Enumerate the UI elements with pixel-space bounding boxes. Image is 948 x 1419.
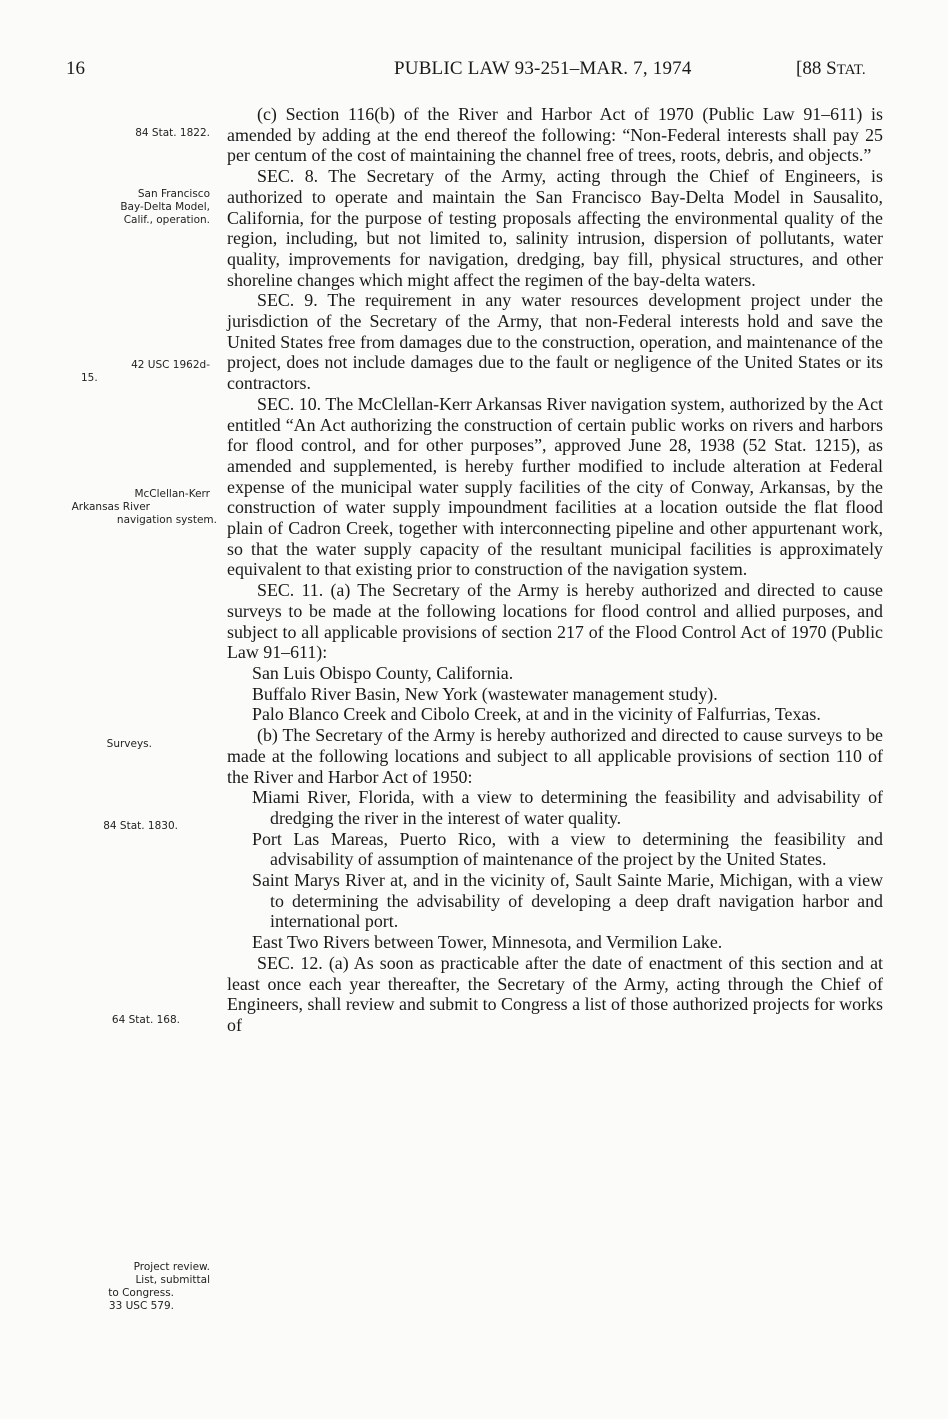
list-item-survey-location: East Two Rivers between Tower, Minnesota, and Vermilion Lake.: [252, 932, 723, 953]
page-number: 16: [66, 58, 85, 79]
margin-note-san-francisco-3: Calif., operation.: [123, 214, 210, 226]
paragraph-sec-9: SEC. 9. The requirement in any water resources development project under the jurisdiction of the Secretary of the Army, that non-Federal interests hold and save the United States free from damages due to the construction, operation, and maintenance of the project, does not include damages due to the fault or negligence of the United States or its contractors.: [227, 290, 883, 394]
list-item-survey-location: San Luis Obispo County, California.: [252, 662, 514, 683]
margin-note-project-review-4: 33 USC 579.: [108, 1300, 174, 1312]
list-item-survey-location: Saint Marys River at, and in the vicinity of, Sault Sainte Marie, Michigan, with a view to determining the advisability of developing a deep draft navigation harbor and international port.: [252, 870, 883, 932]
list-item-survey-location: Palo Blanco Creek and Cibolo Creek, at and in the vicinity of Falfurrias, Texas.: [252, 704, 821, 725]
margin-note-mcclellan-2: Arkansas River: [71, 501, 150, 513]
margin-note-42-usc-2: 15.: [81, 372, 98, 384]
paragraph-sec-8: SEC. 8. The Secretary of the Army, acting through the Chief of Engineers, is authorized to operate and maintain the San Francisco Bay-Delta Model in Sausalito, California, for the purpose of testing proposals affecting the environmental quality of the region, including, but not limited to, salinity intrusion, dispersion of pollutants, water quality, improvements for navigation, dredging, bay fill, physical structures, and other shoreline changes which might affect the regimen of the bay-delta waters.: [227, 166, 883, 290]
statute-volume-prefix: [88 S: [796, 58, 837, 79]
paragraph-sec-7c: (c) Section 116(b) of the River and Harbor Act of 1970 (Public Law 91–611) is amended by adding at the end thereof the following: “Non-Federal interests shall pay 25 per centum of the cost of maintaining the channel free of trees, roots, debris, and objects.”: [227, 104, 883, 166]
list-item-survey-location: Buffalo River Basin, New York (wastewater management study).: [252, 683, 718, 704]
margin-note-surveys: Surveys.: [106, 738, 152, 750]
margin-note-project-review-3: to Congress.: [108, 1287, 174, 1299]
running-title: PUBLIC LAW 93-251–MAR. 7, 1974: [394, 58, 692, 79]
list-item-survey-location: Port Las Mareas, Puerto Rico, with a view to determining the feasibility and advisability of assumption of maintenance of the project by the United States.: [252, 828, 883, 870]
document-body: [227, 104, 883, 1036]
paragraph-sec-11b: (b) The Secretary of the Army is hereby authorized and directed to cause surveys to be made at the following locations and subject to all applicable provisions of section 110 of the River and Harbor Act of 1950:: [227, 725, 883, 787]
paragraph-sec-11a: SEC. 11. (a) The Secretary of the Army is hereby authorized and directed to cause surveys to be made at the following locations for flood control and allied purposes, and subject to all applicable provisions of section 217 of the Flood Control Act of 1970 (Public Law 91–611):: [227, 580, 883, 663]
margin-note-42-usc-1: 42 USC 1962d-: [131, 359, 210, 371]
margin-note-64-stat-168: 64 Stat. 168.: [111, 1014, 180, 1026]
margin-note-mcclellan-3: navigation system.: [116, 514, 217, 526]
margin-note-san-francisco-1: San Francisco: [137, 188, 210, 200]
margin-note-84-stat-1822: 84 Stat. 1822.: [135, 127, 210, 139]
margin-note-project-review-1: Project review.: [133, 1261, 210, 1273]
paragraph-sec-10: SEC. 10. The McClellan-Kerr Arkansas River navigation system, authorized by the Act entitled “An Act authorizing the construction of certain public works on rivers and harbors for flood control, and for other purposes”, approved June 28, 1938 (52 Stat. 1215), as amended and supplemented, is hereby further modified to include alteration at Federal expense of the municipal water supply facilities of the city of Conway, Arkansas, by the construction of water supply impoundment facilities at a location outside the flat flood plain of Cadron Creek, together with interconnecting pipeline and other appurtenant work, so that the water supply capacity of the resultant municipal facilities is approximately equivalent to that existing prior to construction of the navigation system.: [227, 393, 883, 580]
margin-note-project-review-2: List, submittal: [135, 1274, 210, 1286]
list-item-survey-location: Miami River, Florida, with a view to determining the feasibility and advisability of dredging the river in the interest of water quality.: [252, 787, 883, 828]
paragraph-sec-12a: SEC. 12. (a) As soon as practicable after the date of enactment of this section and at least once each year thereafter, the Secretary of the Army, acting through the Chief of Engineers, shall review and submit to Congress a list of those authorized projects for works of: [227, 952, 883, 1035]
page-header: [0, 58, 948, 88]
statute-volume-suffix: TAT.: [836, 62, 866, 78]
margin-note-mcclellan-1: McClellan-Kerr: [134, 488, 210, 500]
margin-note-san-francisco-2: Bay-Delta Model,: [120, 201, 210, 213]
margin-note-84-stat-1830: 84 Stat. 1830.: [103, 820, 178, 832]
statute-volume: [796, 58, 866, 80]
